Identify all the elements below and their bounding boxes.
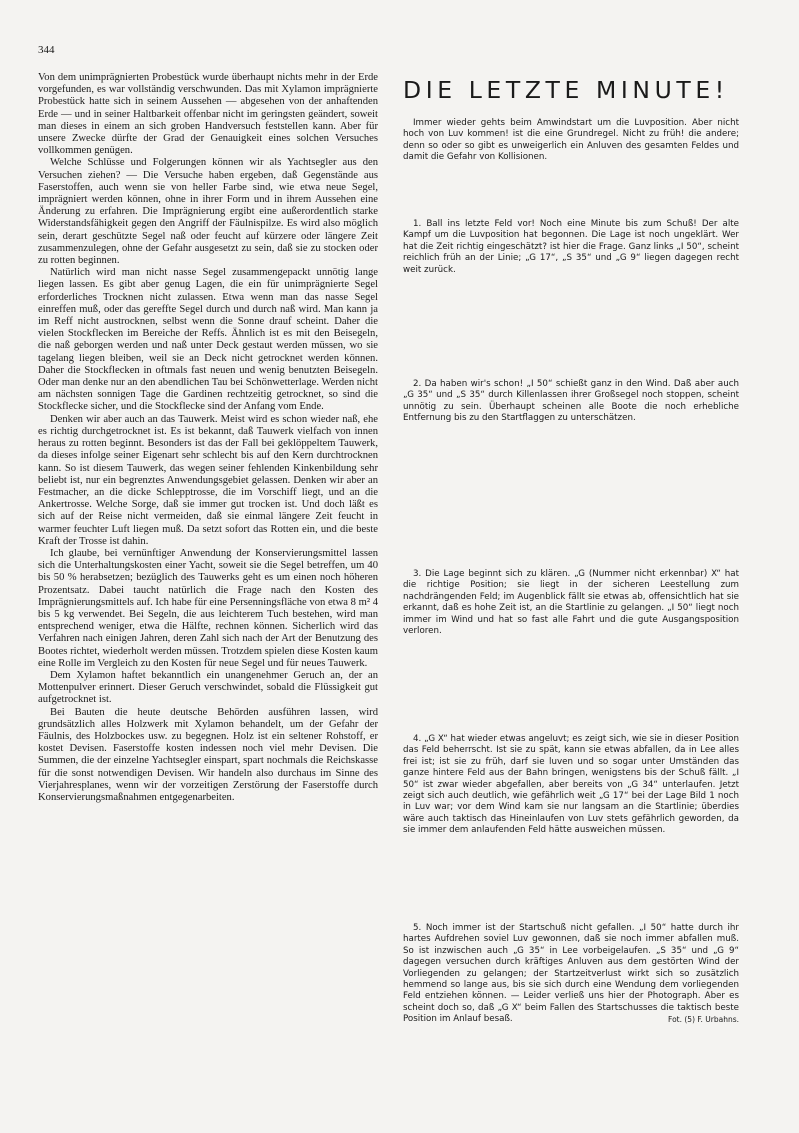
article-body-column <box>38 72 378 804</box>
photo-caption-2: 2. Da haben wir's schon! „I 50“ schießt ganz in den Wind. Daß aber auch „G 35“ und „S 35“ durch Killenlassen ihrer Großsegel noch stoppen, scheint unnötig zu sein. Überhaupt scheinen alle Boote die noch erhebliche Entfernung bis zu den Startflaggen zu unterschätzen. <box>403 379 739 424</box>
caption-5-text: 5. Noch immer ist der Startschuß nicht gefallen. „I 50“ hatte durch ihr hartes Aufdrehen soviel Luv gewonnen, daß sie noch immer abfallen muß. So ist inzwischen auch „G 35“ in Lee vorbeigelaufen. „S 35“ und „G 9“ dagegen versuchen durch kräftiges Anluven aus dem gestörten Wind der Vorliegenden zu gelangen; der Startzeitverlust wirkt sich so zusätzlich hemmend so lange aus, bis sie sich durch eine Wendung dem vorliegenden Feld entziehen können. — Leider verließ uns hier der Photograph. Aber es scheint doch so, daß „G X“ beim Fallen des Startschusses die taktisch beste Position im Anlauf besaß. <box>403 923 739 1025</box>
photo-caption-1: 1. Ball ins letzte Feld vor! Noch eine Minute bis zum Schuß! Der alte Kampf um die Luvposition hat begonnen. Die Lage ist noch ungeklärt. Wer hat die Zeit richtig eingeschätzt? ist hier die Frage. Ganz links „I 50“, scheint reichlich früh an der Linie; „G 17“, „S 35“ und „G 9“ liegen dagegen recht weit zurück. <box>403 219 739 275</box>
photo-credit: Fot. (5) F. Urbahns. <box>668 1015 739 1025</box>
body-paragraph: Denken wir aber auch an das Tauwerk. Meist wird es schon wieder naß, ehe es richtig durchgetrocknet ist. Es ist bekannt, daß Tauwerk vielfach von innen heraus zu rotten beginnt. Besonders ist das der Fall bei geklöppeltem Tauwerk, da dieses infolge seiner Eigenart sehr schlecht bis auf den Kern durchtrocknen kann. So ist diesem Tauwerk, das wegen seiner fehlenden Kinkenbildung sehr beliebt ist, nur ein begrenztes Anwendungsgebiet gelassen. Denken wir aber an Festmacher, an die dicke Schlepptrosse, die im Vorschiff liegt, und an die Ankertrosse. Welche Sorge, daß sie immer gut trocken ist. Und doch läßt es sich auf der Reise nicht vermeiden, daß sie einmal längere Zeit feucht in warmer feuchter Luft liegen muß. Da setzt sofort das Rotten ein, und die beste Kraft der Trosse ist dahin. <box>38 413 378 547</box>
body-paragraph: Dem Xylamon haftet bekanntlich ein unangenehmer Geruch an, der an Mottenpulver erinnert. Dieser Geruch verschwindet, sobald die Flüssigkeit gut aufgetrocknet ist. <box>38 669 378 706</box>
photo-caption-5 <box>403 923 739 1026</box>
body-paragraph: Bei Bauten die heute deutsche Behörden ausführen lassen, wird grundsätzlich alles Holzwerk mit Xylamon behandelt, um der Gefahr der Fäulnis, des Holzbockes usw. zu begegnen. Holz ist ein seltener Rohstoff, er kostet Devisen. Faserstoffe kosten indessen noch viel mehr Devisen. Die Summen, die der einzelne Yachtsegler einspart, spart nochmals die Reichskasse für die sonst notwendigen Devisen. Wir handeln also durchaus im Sinne des Vierjahresplanes, wenn wir der vorzeitigen Zerstörung der Faserstoffe durch Konservierungsmaßnahmen entgegenarbeiten. <box>38 706 378 803</box>
body-paragraph: Von dem unimprägnierten Probestück wurde überhaupt nichts mehr in der Erde vorgefunden, es war vollständig verschwunden. Das mit Xylamon imprägnierte Probestück hatte sich in seinem Aussehen — abgesehen von der anhaftenden Erde — und in seiner Haltbarkeit offenbar nicht im geringsten geändert, soweit man dieses in einem an sich groben Handversuch feststellen kann. Aber für unsere Zwecke dürfte der Grad der Genauigkeit eines solchen Versuches vollkommen genügen. <box>38 72 378 157</box>
page-number: 344 <box>38 44 55 56</box>
body-paragraph: Welche Schlüsse und Folgerungen können wir als Yachtsegler aus den Versuchen ziehen? — Die Versuche haben ergeben, daß Gegenstände aus Faserstoffen, auch wenn sie von heller Farbe sind, wie etwa neue Segel, imprägniert werden können, ohne in ihrer Form und in ihrem Aussehen eine Änderung zu erfahren. Die Imprägnierung ergibt eine außerordentlich starke Widerstandsfähigkeit gegen den Angriff der Fäulnispilze. Es wird also möglich sein, derart geschützte Segel naß oder feucht auf kürzere oder längere Zeit zusammenzulegen, ohne der Gefahr ausgesetzt zu sein, daß sie zu stocken oder zu rotten beginnen. <box>38 157 378 267</box>
photo-caption-3: 3. Die Lage beginnt sich zu klären. „G (Nummer nicht erkennbar) X“ hat die richtige Position; sie liegt in der sicheren Leestellung zum nachdrängenden Feld; im Augenblick fällt sie etwas ab, offensichtlich hat sie erkannt, daß es hohe Zeit ist, an die Startlinie zu gelangen. „I 50“ liegt noch immer im Wind und hat so fast alle Fahrt und die gute Ausgangsposition verloren. <box>403 569 739 637</box>
intro-paragraph: Immer wieder gehts beim Amwindstart um die Luvposition. Aber nicht hoch von Luv kommen! ist die eine Grundregel. Nicht zu früh! die andere; denn so oder so gibt es unweigerlich ein Anluven des gesamten Feldes und damit die Gefahr von Kollisionen. <box>403 118 739 163</box>
photo-caption-column <box>403 72 739 1025</box>
section-headline: DIE LETZTE MINUTE! <box>403 76 729 104</box>
body-paragraph: Ich glaube, bei vernünftiger Anwendung der Konservierungsmittel lassen sich die Unterhaltungskosten einer Yacht, soweit sie die Segel betreffen, um 40 bis 50 % herabsetzen; bezüglich des Tauwerks geht es um einen noch höheren Prozentsatz. Dabei taucht natürlich die Frage nach den Kosten des Imprägnierungsmittels auf. Ich habe für eine Persenningsfläche von etwa 8 m² 4 bis 5 kg verwendet. Bei Segeln, die aus leichterem Tuch bestehen, wird man entsprechend weniger, etwa die Hälfte, rechnen können. Sicherlich wird das Verfahren nach einigen Jahren, deren Zahl sich nach der Art der Benutzung des Bootes richtet, wiederholt werden müssen. Trotzdem spielen diese Kosten kaum eine Rolle im Vergleich zu den Kosten für neue Segel und für neues Tauwerk. <box>38 547 378 669</box>
photo-caption-4: 4. „G X“ hat wieder etwas angeluvt; es zeigt sich, wie sie in dieser Position das Feld beherrscht. Ist sie zu spät, kann sie etwas abfallen, da in Lee alles frei ist; ist sie zu früh, darf sie luven und so sogar unter Umständen das ganze hintere Feld aus der Bahn bringen, wenigstens bis der Schuß fällt. „I 50“ ist zwar wieder abgefallen, aber bereits von „G 34“ unterlaufen. Jetzt zeigt sich auch deutlich, wie gefährlich weit „G 17“ bei der Lage Bild 1 noch in Luv war; vor dem Wind kam sie nur langsam an die Startlinie; überdies wäre auch taktisch das Hineinlaufen von Luv stets gefährlich geworden, da sie immer dem anlaufenden Feld hätte ausweichen müssen. <box>403 734 739 836</box>
body-paragraph: Natürlich wird man nicht nasse Segel zusammengepackt unnötig lange liegen lassen. Es gibt aber genug Lagen, die ein für unimprägnierte Segel erforderliches Trocknen nicht zulassen. Etwa wenn man das nasse Segel einreffen muß, oder das gereffte Segel durch und durch naß wird. Man kann ja im Reff nicht austrocknen, selbst wenn die Sonne drauf scheint. Daher die vielen Stockflecken im Bereiche der Reffs. Ähnlich ist es mit den Beisegeln, die naß geborgen werden und naß unter Deck gestaut werden müssen, wo sie tagelang liegen bleiben, weil sie an Deck nicht getrocknet werden können. Daher die Stockflecken in oftmals fast neuen und wenig benutzten Beisegeln. Oder man denke nur an den abendlichen Tau bei Schönwetterlage. Werden nicht am nächsten sonnigen Tage die Gardinen rechtzeitig getrocknet, so sind die Stockflecke sicher, und die Stockflecke sind der Anfang vom Ende. <box>38 267 378 413</box>
